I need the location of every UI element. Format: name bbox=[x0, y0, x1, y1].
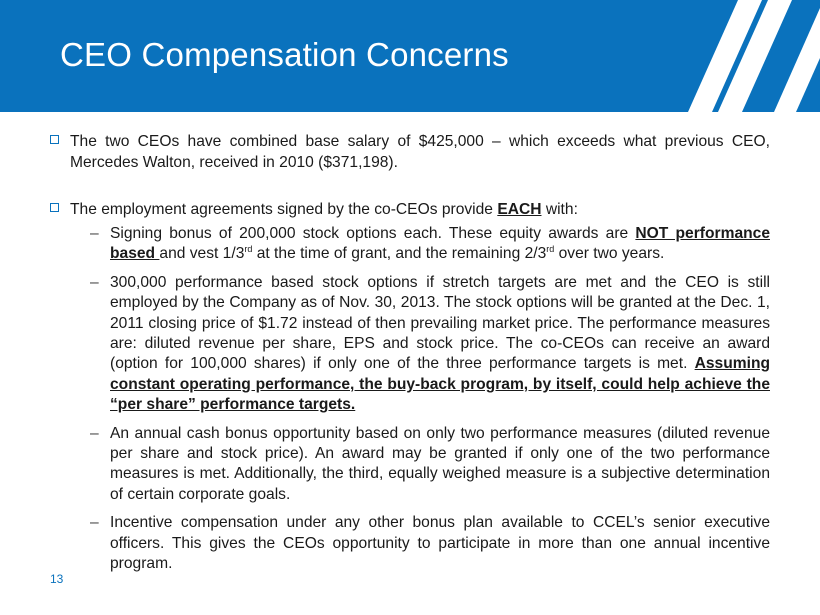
superscript: rd bbox=[546, 244, 555, 255]
bullet-text: The employment agreements signed by the co-CEOs provide bbox=[70, 201, 498, 218]
subitem-signing-bonus bbox=[90, 224, 770, 265]
subitem-text: Signing bonus of 200,000 stock options each. These equity awards are bbox=[110, 225, 636, 242]
emphasis-buyback: Assuming constant operating performance, the buy-back program, by itself, could help achieve the “per share” performance targets. bbox=[110, 355, 770, 414]
subitem-text: An annual cash bonus opportunity based on only two performance measures (diluted revenue per share and stock price). An award may be granted if only one of the two performance measures is met. Additionally, the third, equally weighed measure is a subjective determination of certain corporate goals. bbox=[110, 424, 770, 503]
square-bullet-icon bbox=[50, 135, 59, 144]
subitem-incentive-compensation bbox=[90, 513, 770, 574]
emphasis-not-performance-based: NOT performance based bbox=[110, 225, 770, 263]
emphasis-each: EACH bbox=[497, 201, 542, 218]
subitem-text: 300,000 performance based stock options if stretch targets are met and the CEO is still employed by the Company as of Nov. 30, 2013. The stock options will be granted at the Dec. 1, 2011 closing price of $1.72 instead of then prevailing market price. The performance measures are: diluted revenue per share, EPS and stock price. The co-CEOs can receive an award (option for 100,000 shares) if only one of the three performance targets is met. bbox=[110, 273, 770, 373]
page-number: 13 bbox=[50, 572, 64, 586]
subitem-text: at the time of grant, and the remaining 2/3 bbox=[252, 245, 547, 263]
dash-marker: – bbox=[90, 225, 99, 242]
dash-marker: – bbox=[90, 424, 99, 442]
bullet-text: The two CEOs have combined base salary of $425,000 – which exceeds what previous CEO, Mercedes Walton, received in 2010 ($371,198). bbox=[70, 133, 770, 171]
subitem-text: Incentive compensation under any other bonus plan available to CCEL’s senior executive officers. This gives the CEOs opportunity to participate in more than one annual incentive program. bbox=[110, 514, 770, 573]
bullet-salary bbox=[50, 131, 770, 173]
dash-marker: – bbox=[90, 514, 99, 532]
bullet-employment-agreements bbox=[50, 199, 770, 220]
slide-content bbox=[50, 131, 770, 583]
subitem-performance-options bbox=[90, 273, 770, 416]
slide-header bbox=[0, 0, 820, 112]
square-bullet-icon bbox=[50, 203, 59, 212]
subitem-cash-bonus bbox=[90, 424, 770, 506]
bullet-text-end: with: bbox=[541, 201, 578, 218]
superscript: rd bbox=[244, 244, 253, 255]
slide-title: CEO Compensation Concerns bbox=[60, 36, 509, 73]
subitem-text: over two years. bbox=[554, 245, 665, 263]
subitem-text: and vest 1/3 bbox=[159, 245, 245, 263]
dash-marker: – bbox=[90, 273, 99, 291]
